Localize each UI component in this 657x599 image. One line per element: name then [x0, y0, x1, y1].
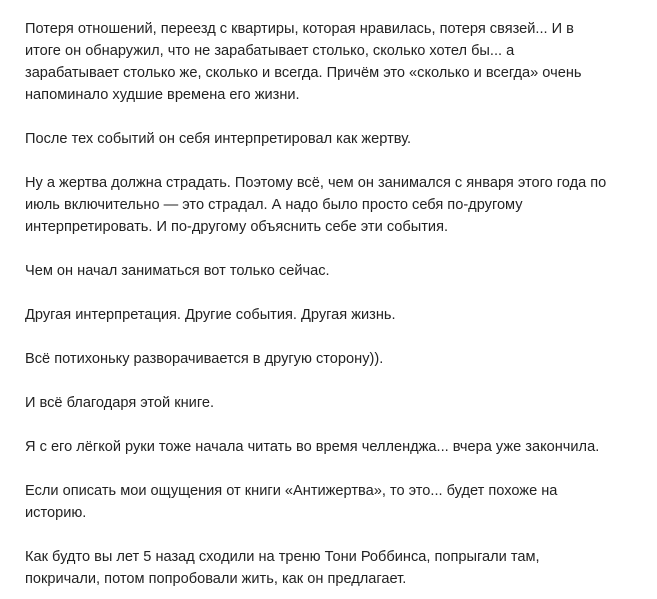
paragraph: [25, 260, 645, 282]
text-line: напоминало худшие времена его жизни.: [25, 87, 300, 103]
text-line: Если описать мои ощущения от книги «Антижертва», то это... будет похоже на: [25, 483, 558, 499]
text-line: Ну а жертва должна страдать. Поэтому всё, чем он занимался с января этого года по: [25, 175, 607, 191]
paragraph: [25, 392, 645, 414]
paragraph: [25, 304, 645, 326]
text-line: покричали, потом попробовали жить, как он предлагает.: [25, 571, 407, 587]
text-line: После тех событий он себя интерпретировал как жертву.: [25, 131, 412, 147]
text-line: И всё благодаря этой книге.: [25, 395, 215, 411]
paragraph: [25, 128, 645, 150]
text-line: историю.: [25, 505, 87, 521]
paragraph: [25, 172, 645, 238]
paragraph: [25, 480, 645, 524]
paragraph: [25, 18, 645, 106]
text-line: Другая интерпретация. Другие события. Другая жизнь.: [25, 307, 396, 323]
text-line: июль включительно — это страдал. А надо было просто себя по-другому: [25, 197, 523, 213]
text-line: Как будто вы лет 5 назад сходили на треню Тони Роббинса, попрыгали там,: [25, 549, 540, 565]
text-line: интерпретировать. И по-другому объяснить себе эти события.: [25, 219, 449, 235]
text-line: Чем он начал заниматься вот только сейчас.: [25, 263, 330, 279]
text-line: итоге он обнаружил, что не зарабатывает столько, сколько хотел бы... а: [25, 43, 515, 59]
text-line: зарабатывает столько же, сколько и всегда. Причём это «сколько и всегда» очень: [25, 65, 582, 81]
text-line: Всё потихоньку разворачивается в другую сторону)).: [25, 351, 384, 367]
text-line: Я с его лёгкой руки тоже начала читать во время челленджа... вчера уже закончила.: [25, 439, 600, 455]
paragraph: [25, 436, 645, 458]
post-body: [25, 18, 645, 590]
paragraph: [25, 348, 645, 370]
paragraph: [25, 546, 645, 590]
text-line: Потеря отношений, переезд с квартиры, которая нравилась, потеря связей... И в: [25, 21, 574, 37]
